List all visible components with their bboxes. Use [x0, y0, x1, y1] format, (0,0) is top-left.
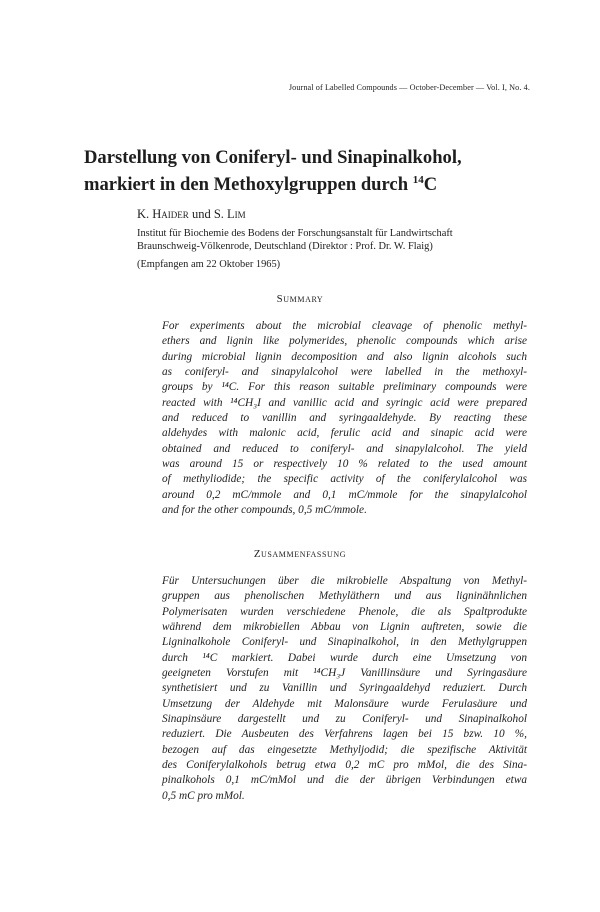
text-line: bezogen auf das eingesetzte Methyljodid; die spezifische Aktivität: [162, 743, 527, 756]
text-line: des Coniferylalkohols betrug etwa 0,2 mC pro mMol, die des Sina-: [162, 759, 527, 772]
received-date: (Empfangen am 22 Oktober 1965): [137, 259, 281, 270]
text-line: Ligninalkohole Coniferyl- und Sinapinalkohol, in den Methylgruppen: [162, 636, 527, 649]
text-line: während dem mikrobiellen Abbau von Lignin auftreten, sowie die: [162, 621, 527, 634]
text-line: and reduced to vanillin and syringaaldehyde. By reacting these: [162, 412, 527, 425]
text-line: For experiments about the microbial cleavage of phenolic methyl-: [162, 320, 527, 332]
text-line: gruppen aus phenolischen Methyläthern und aus ligninähnlichen: [162, 590, 527, 603]
text-line: obtained and reduced to coniferyl- and sinapylalcohol. The yield: [162, 442, 527, 455]
text-line: was around 15 or respectively 10 % related to the used amount: [162, 458, 527, 471]
text-line: around 0,2 mC/mmole and 0,1 mC/mmole for the sinapylalcohol: [162, 488, 527, 501]
text-line: of methyliodide; the specific activity of the coniferylalcohol was: [162, 473, 527, 486]
text-line: as coniferyl- and sinapylalcohol were labelled in the methoxyl-: [162, 366, 527, 379]
text-line: reduziert. Die Ausbeuten des Verfahrens lagen bei 15 bzw. 10 %,: [162, 728, 527, 741]
text-line: reacted with ¹⁴CH₃I and vanillic acid and syringic acid were prepared: [162, 396, 527, 409]
title-superscript: 14: [412, 174, 424, 186]
text-line: aldehydes with malonic acid, ferulic acid and sinapic acid were: [162, 427, 527, 440]
author-conjunction: und: [191, 207, 211, 221]
article-title: [84, 146, 534, 196]
affiliation-line-1: Institut für Biochemie des Bodens der Forschungsanstalt für Landwirtschaft: [137, 228, 453, 239]
text-line: groups by ¹⁴C. For this reason suitable preliminary compounds were: [162, 381, 527, 394]
summary-heading: Summary: [276, 293, 324, 305]
summary-body: [162, 319, 527, 518]
text-line: Polymerisaten wurden verschiedene Phenole, die als Spaltprodukte: [162, 605, 527, 618]
zusammenfassung-body: [162, 574, 527, 804]
title-line-2-end: C: [423, 174, 438, 195]
text-line: durch ¹⁴C markiert. Dabei wurde durch eine Umsetzung von: [162, 651, 527, 664]
title-line-1: Darstellung von Coniferyl- und Sinapinalkohol,: [84, 147, 462, 168]
author-haider: K. Haider: [137, 207, 189, 221]
zusammenfassung-heading: Zusammenfassung: [253, 548, 347, 560]
text-line: geeigneten Vorstufen mit ¹⁴CH₃J Vanillinsäure und Syringasäure: [162, 667, 527, 680]
text-line: Umsetzung der Aldehyde mit Malonsäure wurde Ferulasäure und: [162, 697, 527, 710]
text-line: during microbial lignin decomposition and also lignin alcohols such: [162, 350, 527, 363]
author-lim: S. Lim: [213, 207, 246, 221]
affiliation: [137, 228, 547, 253]
affiliation-line-2: Braunschweig-Völkenrode, Deutschland (Direktor : Prof. Dr. W. Flaig): [137, 240, 433, 252]
text-line: Für Untersuchungen über die mikrobielle Abspaltung von Methyl-: [162, 575, 527, 587]
title-line-2: markiert in den Methoxylgruppen durch: [84, 174, 413, 195]
author-line: [137, 207, 246, 222]
text-line: Sinapinsäure dargestellt und zu Coniferyl- und Sinapinalkohol: [162, 713, 527, 726]
running-head: Journal of Labelled Compounds — October-December — Vol. I, No. 4.: [288, 83, 530, 92]
text-line: ethers and lignin like polymerides, phenolic compounds which arise: [162, 335, 527, 348]
text-line: pinalkohols 0,1 mC/mMol und die der übrigen Verbindungen etwa: [162, 774, 527, 787]
text-line: 0,5 mC pro mMol.: [162, 789, 245, 802]
text-line: and for the other compounds, 0,5 mC/mmole.: [162, 504, 367, 517]
text-line: synthetisiert und zu Vanillin und Syringaaldehyd reduziert. Durch: [162, 682, 527, 695]
